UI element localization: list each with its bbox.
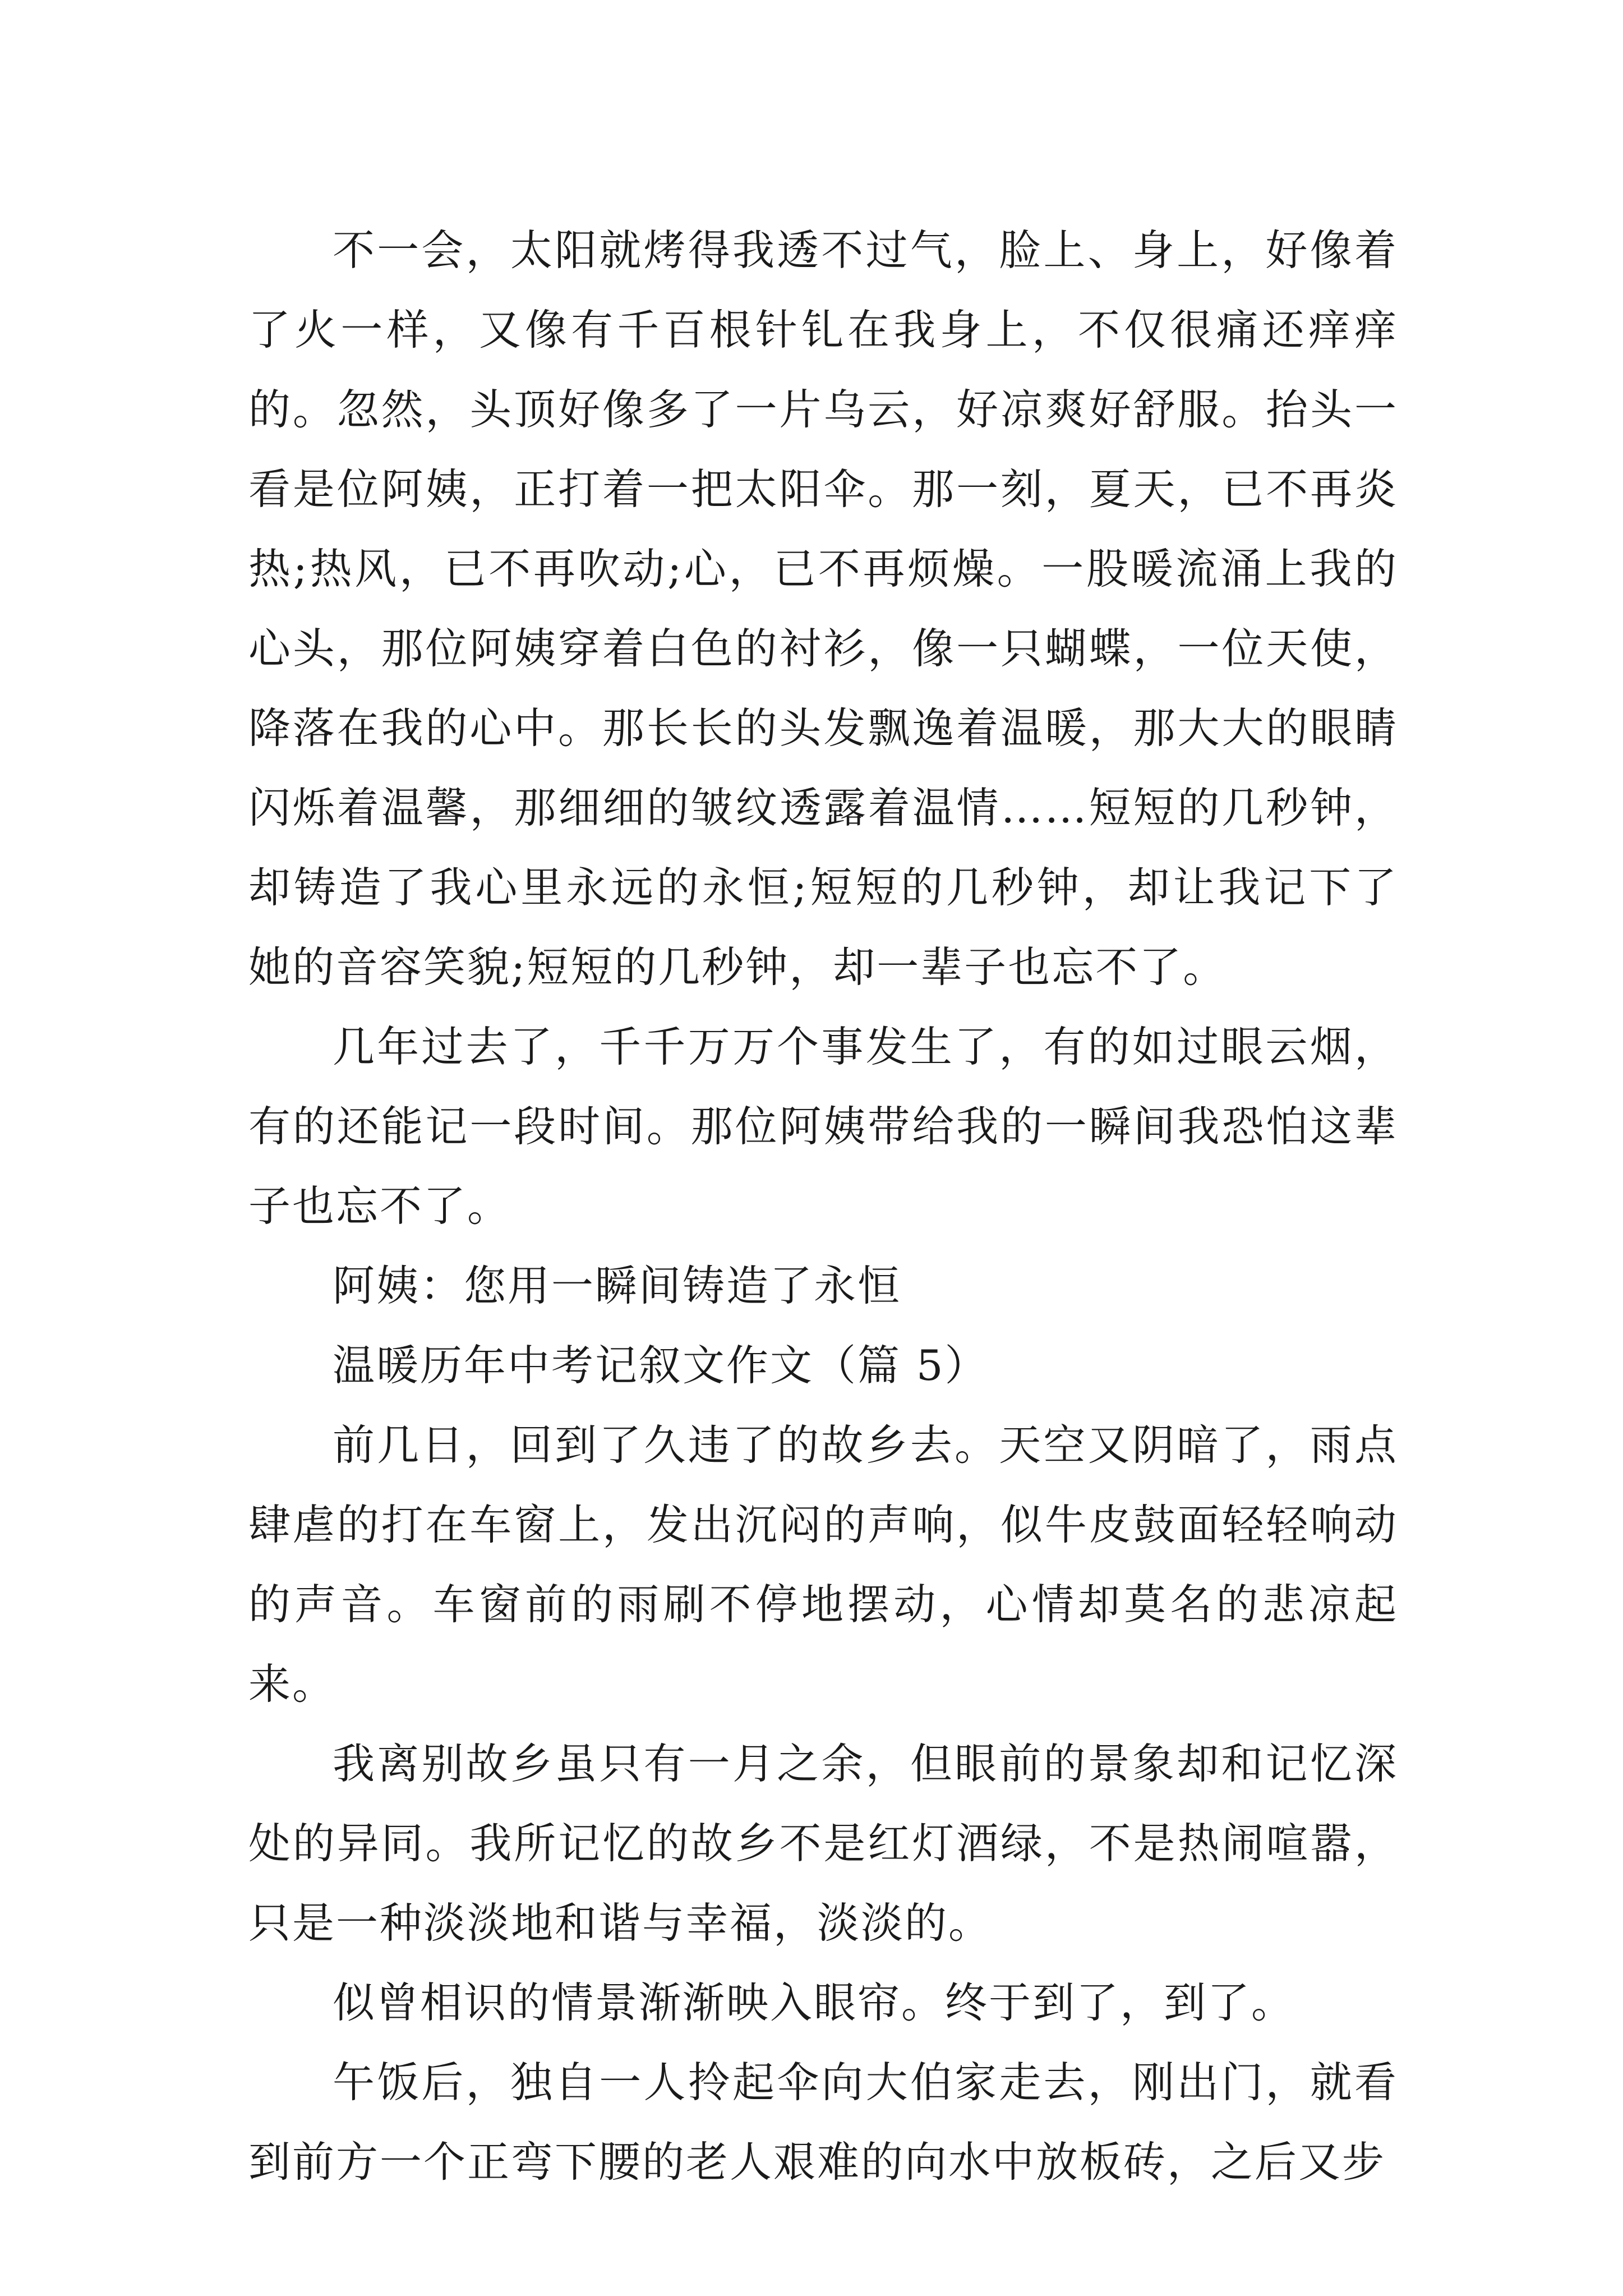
section-heading: 温暖历年中考记叙文作文（篇 5） — [333, 1341, 989, 1390]
paragraph-5: 前几日，回到了久违了的故乡去。天空又阴暗了，雨点肆虐的打在车窗上，发出沉闷的声响，似牛皮鼓面轻轻响动的声音。车窗前的雨刷不停地摆动，心情却莫名的悲凉起来。 — [248, 1420, 1398, 1709]
paragraph-8: 午饭后，独自一人拎起伞向大伯家走去，刚出门，就看到前方一个正弯下腰的老人艰难的向水中放板砖，之后又步 — [248, 2058, 1398, 2187]
paragraph-6: 我离别故乡虽只有一月之余，但眼前的景象却和记忆深处的异同。我所记忆的故乡不是红灯酒绿，不是热闹喧嚣，只是一种淡淡地和谐与幸福，淡淡的。 — [248, 1739, 1398, 1948]
paragraph-1: 不一会，太阳就烤得我透不过气，脸上、身上，好像着了火一样，又像有千百根针钆在我身上，不仅很痛还痒痒的。忽然，头顶好像多了一片乌云，好凉爽好舒服。抬头一看是位阿姨，正打着一把太阳伞。那一刻，夏天，已不再炎热;热风，已不再吹动;心，已不再烦燥。一股暖流涌上我的心头，那位阿姨穿着白色的衬衫，像一只蝴蝶，一位天使，降落在我的心中。那长长的头发飘逸着温暖，那大大的眼睛闪烁着温馨，那细细的皱纹透露着温情……短短的几秒钟，却铸造了我心里永远的永恒;短短的几秒钟，却让我记下了她的音容笑貌;短短的几秒钟，却一辈子也忘不了。 — [248, 226, 1398, 992]
paragraph-3: 阿姨：您用一瞬间铸造了永恒 — [333, 1261, 902, 1310]
document-body — [248, 210, 1398, 2202]
paragraph-7: 似曾相识的情景渐渐映入眼帘。终于到了，到了。 — [333, 1978, 1295, 2027]
paragraph-2: 几年过去了，千千万万个事发生了，有的如过眼云烟，有的还能记一段时间。那位阿姨带给我的一瞬间我恐怕这辈子也忘不了。 — [248, 1022, 1398, 1231]
